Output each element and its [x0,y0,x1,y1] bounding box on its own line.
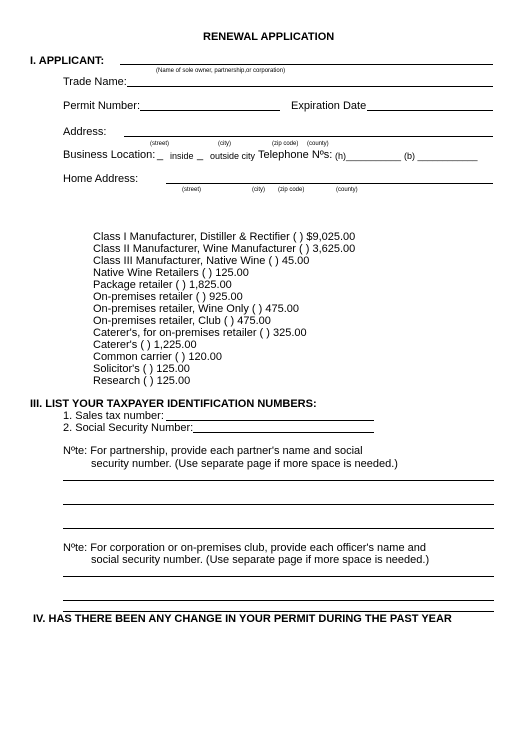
section-taxpayer-heading: III. LIST YOUR TAXPAYER IDENTIFICATION NUMBERS: [30,398,317,410]
expiration-date-field[interactable] [367,110,493,111]
address-county-hint: (county) [307,141,329,147]
fee-item-on-premises-wine-only[interactable]: On-premises retailer, Wine Only ( ) 475.00 [93,303,300,315]
note-corporation-line2: social security number. (Use separate page if more space is needed.) [91,554,430,566]
fee-item-caterers[interactable]: Caterer's ( ) 1,225.00 [93,339,197,351]
home-address-label: Home Address: [63,173,139,185]
fee-item-class1[interactable]: Class I Manufacturer, Distiller & Rectifier ( ) $9,025.00 [93,231,356,243]
sales-tax-label: 1. Sales tax number: [63,410,164,422]
sales-tax-field[interactable] [166,420,374,421]
fee-item-solicitors[interactable]: Solicitor's ( ) 125.00 [93,363,190,375]
trade-name-field[interactable] [127,86,493,87]
fee-item-package-retailer[interactable]: Package retailer ( ) 1,825.00 [93,279,232,291]
section-change-heading: IV. HAS THERE BEEN ANY CHANGE IN YOUR PERMIT DURING THE PAST YEAR [33,613,452,625]
ssn-field[interactable] [193,432,374,433]
fee-item-class3[interactable]: Class III Manufacturer, Native Wine ( ) 45.00 [93,255,310,267]
ssn-label: 2. Social Security Number: [63,422,194,434]
address-street-hint: (street) [150,141,170,147]
officer-line-3[interactable] [63,611,494,612]
fee-item-common-carrier[interactable]: Common carrier ( ) 120.00 [93,351,222,363]
address-label: Address: [63,126,107,138]
address-field[interactable] [124,136,493,137]
note-corporation-line1: Nºte: For corporation or on-premises club, provide each officer's name and [63,542,426,554]
officer-line-2[interactable] [63,600,494,601]
partner-line-2[interactable] [63,504,494,505]
officer-line-1[interactable] [63,576,494,577]
outside-city-label: outside city [210,151,256,161]
home-address-field[interactable] [166,183,493,184]
fee-item-caterers-on-premises[interactable]: Caterer's, for on-premises retailer ( ) 325.00 [93,327,307,339]
trade-name-hint: (Name of sole owner, partnership,or corporation) [156,68,286,74]
fee-list [93,231,355,387]
fee-item-on-premises-club[interactable]: On-premises retailer, Club ( ) 475.00 [93,315,271,327]
trade-name-label: Trade Name: [63,76,127,88]
permit-number-field[interactable] [140,110,280,111]
fee-item-class2[interactable]: Class II Manufacturer, Wine Manufacturer ( ) 3,625.00 [93,243,356,255]
telephone-home-field[interactable]: (h)___________ [335,151,402,161]
fee-item-on-premises-retailer[interactable]: On-premises retailer ( ) 925.00 [93,291,243,303]
applicant-line[interactable] [120,64,493,65]
permit-number-label: Permit Number: [63,100,141,112]
partner-line-3[interactable] [63,528,494,529]
fee-item-research[interactable]: Research ( ) 125.00 [93,375,191,387]
note-partnership-line2: security number. (Use separate page if more space is needed.) [91,458,398,470]
page-title: RENEWAL APPLICATION [203,31,335,43]
home-street-hint: (street) [182,187,202,193]
outside-checkbox[interactable]: _ [197,149,204,161]
fee-item-native-wine-retailers[interactable]: Native Wine Retailers ( ) 125.00 [93,267,249,279]
note-partnership-line1: Nºte: For partnership, provide each partner's name and social [63,445,363,457]
inside-label: inside [170,151,194,161]
telephone-label: Telephone Nºs: [258,149,333,161]
address-zip-hint: (zip code) [272,141,299,147]
telephone-business-field[interactable]: (b) ____________ [404,151,478,161]
business-location-label: Business Location: [63,149,156,161]
address-city-hint: (city) [218,141,231,147]
section-applicant-heading: I. APPLICANT: [30,55,105,67]
partner-line-1[interactable] [63,480,494,481]
home-county-hint: (county) [336,187,358,193]
inside-checkbox[interactable]: _ [157,149,164,161]
home-zip-hint: (zip code) [278,187,305,193]
expiration-date-label: Expiration Date [291,100,367,112]
home-city-hint: (city) [252,187,265,193]
